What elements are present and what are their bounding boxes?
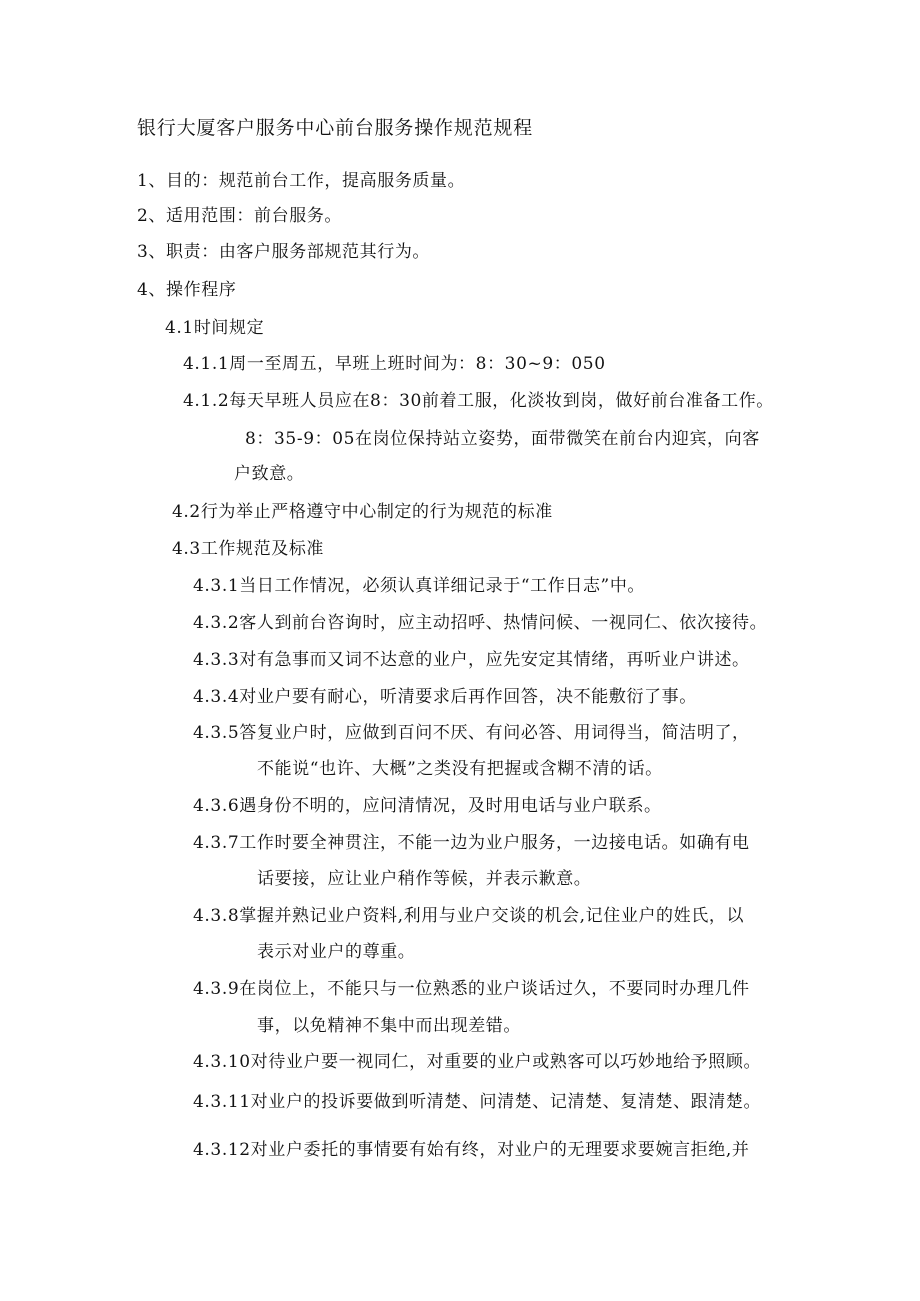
- section-4-3-heading: 4.3工作规范及标准: [172, 539, 325, 559]
- clause-4-1-1: 4.1.1周一至周五，早班上班时间为：8：30~9：050: [183, 354, 606, 374]
- responsibility-line: 3、职责：由客户服务部规范其行为。: [137, 242, 431, 262]
- procedure-heading: 4、操作程序: [137, 280, 237, 300]
- clause-4-3-5: 4.3.5答复业户时，应做到百问不厌、有问必答、用词得当，简洁明了，: [193, 723, 750, 743]
- clause-4-1-2-cont-1: 8：35-9：05在岗位保持站立姿势，面带微笑在前台内迎宾，向客: [245, 429, 760, 449]
- clause-4-3-10: 4.3.10对待业户要一视同仁，对重要的业户或熟客可以巧妙地给予照顾。: [193, 1052, 762, 1072]
- document-title: 银行大厦客户服务中心前台服务操作规范规程: [137, 117, 534, 139]
- clause-4-1-2-cont-2: 户致意。: [234, 464, 305, 484]
- clause-4-3-9: 4.3.9在岗位上，不能只与一位熟悉的业户谈话过久，不要同时办理几件: [193, 979, 750, 999]
- clause-4-3-3: 4.3.3对有急事而又词不达意的业户，应先安定其情绪，再听业户讲述。: [193, 650, 750, 670]
- clause-4-3-7: 4.3.7工作时要全神贯注，不能一边为业户服务，一边接电话。如确有电: [193, 833, 750, 853]
- clause-4-3-2: 4.3.2客人到前台咨询时，应主动招呼、热情问候、一视同仁、依次接待。: [193, 613, 768, 633]
- section-4-1-heading: 4.1时间规定: [165, 318, 265, 338]
- section-4-2-heading: 4.2行为举止严格遵守中心制定的行为规范的标准: [172, 502, 553, 522]
- clause-4-3-5-cont: 不能说“也许、大概”之类没有把握或含糊不清的话。: [257, 759, 663, 779]
- clause-4-1-2: 4.1.2每天早班人员应在8：30前着工服，化淡妆到岗，做好前台准备工作。: [183, 391, 774, 411]
- purpose-line: 1、目的：规范前台工作，提高服务质量。: [137, 171, 466, 191]
- clause-4-3-4: 4.3.4对业户要有耐心，听清要求后再作回答，决不能敷衍了事。: [193, 687, 697, 707]
- clause-4-3-9-cont: 事，以免精神不集中而出现差错。: [257, 1016, 521, 1036]
- clause-4-3-8-cont: 表示对业户的尊重。: [257, 942, 416, 962]
- scope-line: 2、适用范围：前台服务。: [137, 206, 343, 226]
- clause-4-3-11: 4.3.11对业户的投诉要做到听清楚、问清楚、记清楚、复清楚、跟清楚。: [193, 1092, 762, 1112]
- clause-4-3-6: 4.3.6遇身份不明的，应问清情况，及时用电话与业户联系。: [193, 796, 662, 816]
- clause-4-3-7-cont: 话要接，应让业户稍作等候，并表示歉意。: [257, 869, 592, 889]
- clause-4-3-12: 4.3.12对业户委托的事情要有始有终，对业户的无理要求要婉言拒绝,并: [193, 1140, 750, 1160]
- clause-4-3-8: 4.3.8掌握并熟记业户资料,利用与业户交谈的机会,记住业户的姓氏，以: [193, 906, 745, 926]
- clause-4-3-1: 4.3.1当日工作情况，必须认真详细记录于“工作日志”中。: [193, 576, 646, 596]
